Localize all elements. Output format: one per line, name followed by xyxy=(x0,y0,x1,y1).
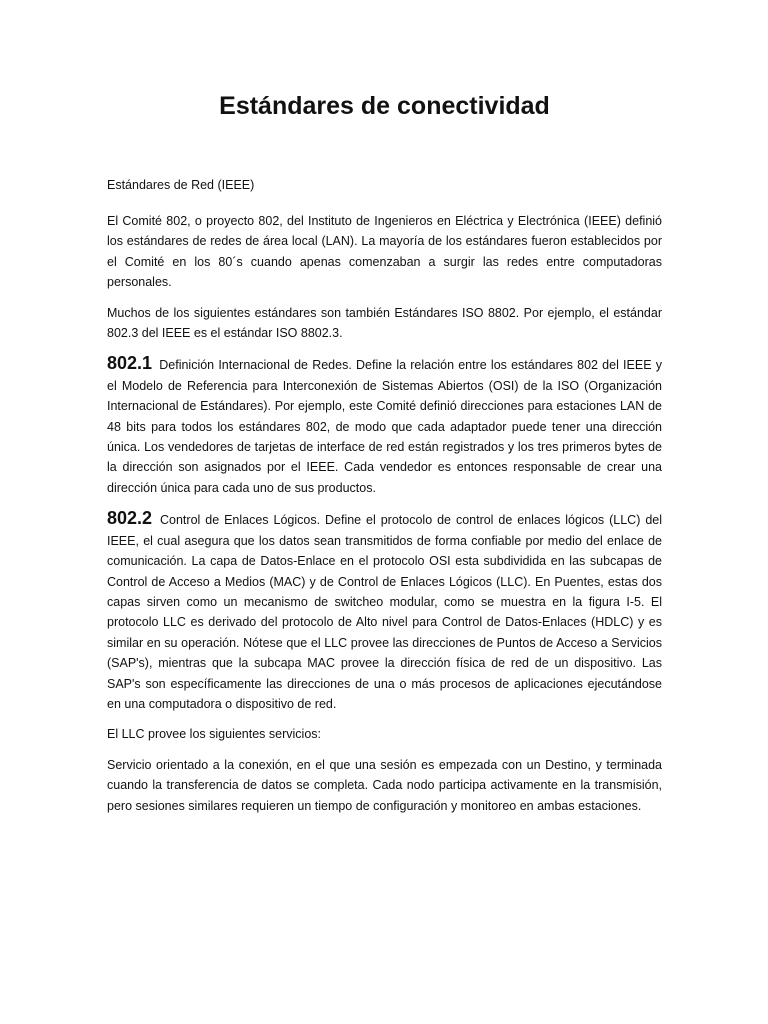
standard-number: 802.2 xyxy=(107,508,153,529)
document-page xyxy=(107,92,662,826)
section-subheading: Estándares de Red (IEEE) xyxy=(107,178,255,192)
llc-intro: El LLC provee los siguientes servicios: xyxy=(107,727,321,742)
standard-description: Control de Enlaces Lógicos. Define el protocolo de control de enlaces lógicos (LLC) del IEEE, el cual asegura que los datos sean transmitidos de forma confiable por medio del enlace de comunicación. La capa de Datos-Enlace en el protocolo OSI esta subdividida en las subcapas de Control de Acceso a Medios (MAC) y de Control de Enlaces Lógicos (LLC). En Puentes, estas dos capas sirven como un mecanismo de switcheo modular, como se muestra en la figura I-5. El protocolo LLC es derivado del protocolo de Alto nivel para Control de Datos-Enlaces (HDLC) y es similar en su operación. Nótese que el LLC provee las direcciones de Puntos de Acceso a Servicios (SAP's), mientras que la subcapa MAC provee la dirección física de red de un dispositivo. Las SAP's son específicamente las direcciones de una o más procesos de aplicaciones ejecutándose en una computadora o dispositivo de red. xyxy=(107,513,662,711)
llc-service-paragraph: Servicio orientado a la conexión, en el que una sesión es empezada con un Destino, y terminada cuando la transferencia de datos se completa. Cada nodo participa activamente en la transmisión, pero sesiones similares requieren un tiempo de configuración y monitoreo en ambas estaciones. xyxy=(107,757,662,813)
page-title: Estándares de conectividad xyxy=(219,92,550,120)
intro-paragraph-1: El Comité 802, o proyecto 802, del Instituto de Ingenieros en Eléctrica y Electrónica (IEEE) definió los estándares de redes de área local (LAN). La mayoría de los estándares fueron establecidos por el Comité en los 80´s cuando apenas comenzaban a surgir las redes entre computadoras personales. xyxy=(107,214,662,290)
intro-paragraph-2: Muchos de los siguientes estándares son también Estándares ISO 8802. Por ejemplo, el estándar 802.3 del IEEE es el estándar ISO 8802.3. xyxy=(107,305,662,341)
standard-description: Definición Internacional de Redes. Define la relación entre los estándares 802 del IEEE y el Modelo de Referencia para Interconexión de Sistemas Abiertos (OSI) de la ISO (Organización Internacional de Estándares). Por ejemplo, este Comité definió direcciones para estaciones LAN de 48 bits para todos los estándares 802, de modo que cada adaptador puede tener una dirección única. Los vendedores de tarjetas de interface de red están registrados y los tres primeros bytes de la dirección son asignados por el IEEE. Cada vendedor es entonces responsable de crear una dirección única para cada uno de sus productos. xyxy=(107,358,662,495)
standard-number: 802.1 xyxy=(107,353,153,374)
standard-802-2 xyxy=(107,508,662,714)
standard-802-1 xyxy=(107,353,662,498)
